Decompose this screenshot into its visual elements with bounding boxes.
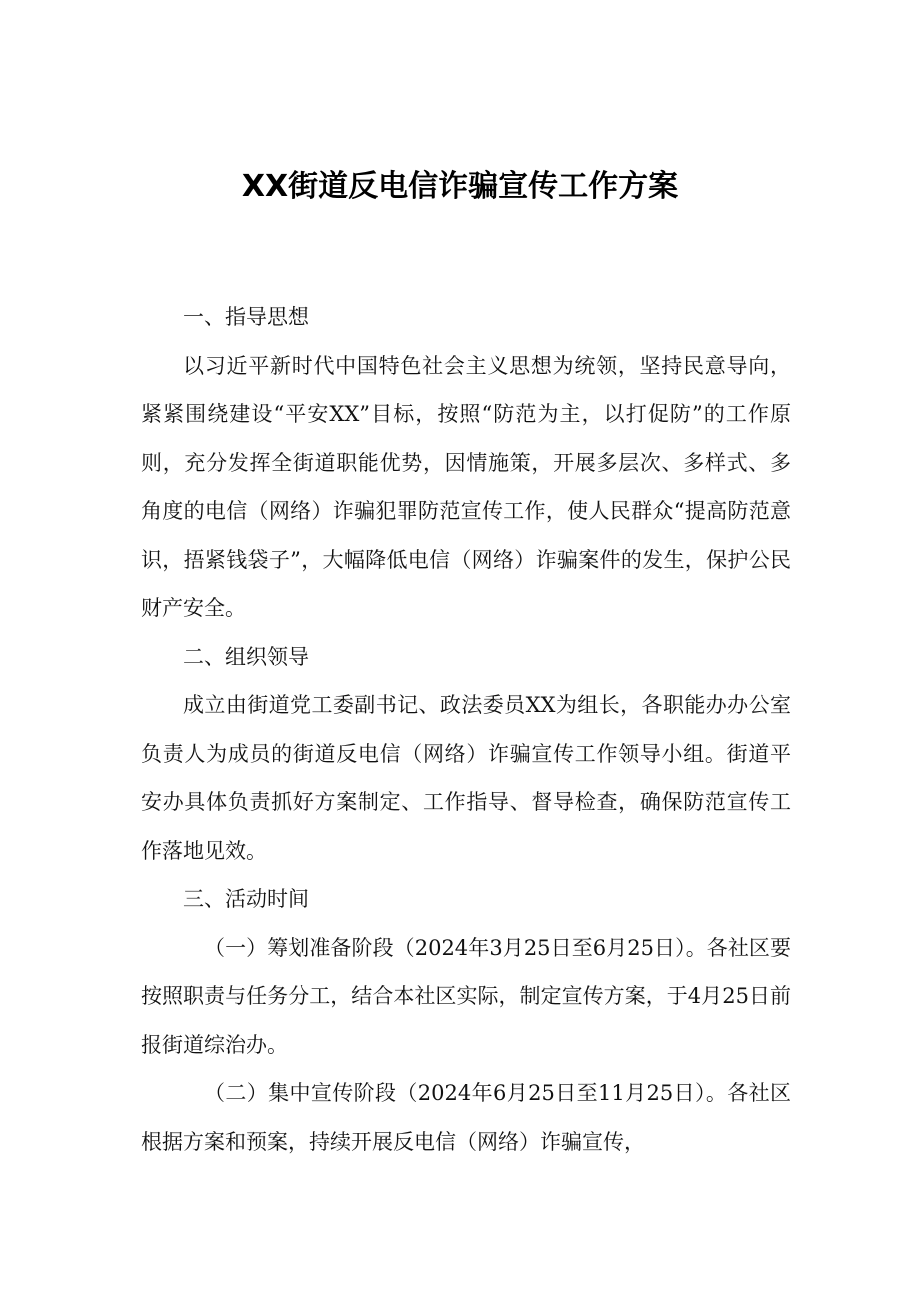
paragraph-preparation-stage: （一）筹划准备阶段（2024年3月25日至6月25日）。各社区要按照职责与任务分工，结合本社区实际，制定宣传方案，于4月25日前报街道综治办。 — [141, 935, 791, 1057]
paragraph-organization: 成立由街道党工委副书记、政法委员XX为组长，各职能办办公室负责人为成员的街道反电信（网络）诈骗宣传工作领导小组。街道平安办具体负责抓好方案制定、工作指导、督导检查，确保防范宣传工作落地见效。 — [141, 693, 791, 863]
paragraph-guiding-ideology: 以习近平新时代中国特色社会主义思想为统领，坚持民意导向，紧紧围绕建设“平安XX”目标，按照“防范为主，以打促防”的工作原则，充分发挥全街道职能优势，因情施策，开展多层次、多样式、多角度的电信（网络）诈骗犯罪防范宣传工作，使人民群众“提高防范意识，捂紧钱袋子”，大幅降低电信（网络）诈骗案件的发生，保护公民财产安全。 — [141, 353, 791, 620]
section-heading-organization: 二、组织领导 — [183, 644, 309, 669]
section-heading-guiding-ideology: 一、指导思想 — [183, 305, 309, 329]
document-body — [141, 293, 791, 1166]
section-heading-activity-time: 三、活动时间 — [183, 887, 309, 911]
document-title: XX街道反电信诈骗宣传工作方案 — [241, 169, 679, 204]
paragraph-publicity-stage: （二）集中宣传阶段（2024年6月25日至11月25日）。各社区根据方案和预案，持续开展反电信（网络）诈骗宣传， — [141, 1081, 791, 1154]
